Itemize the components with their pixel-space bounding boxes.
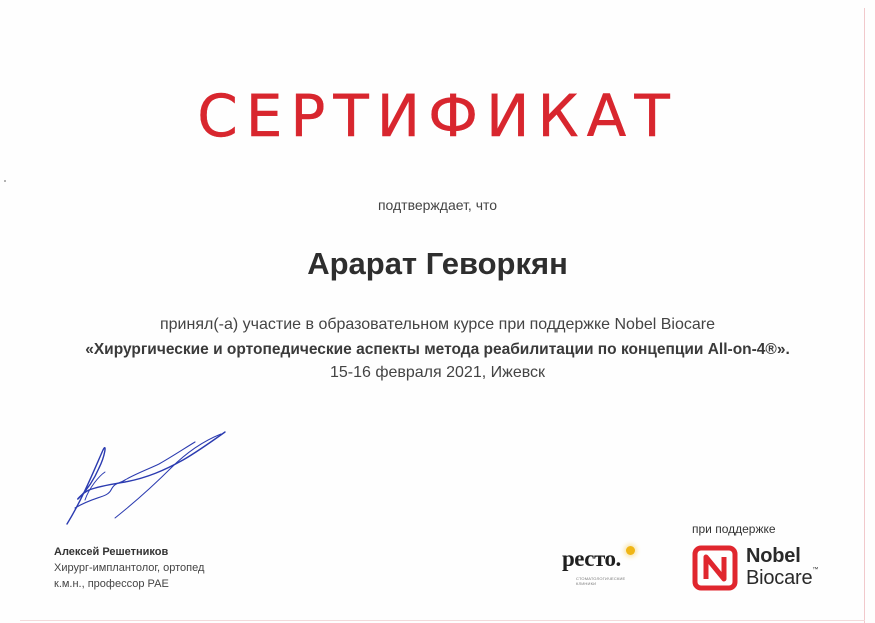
signer-degree: к.м.н., профессор РАЕ bbox=[54, 578, 169, 590]
nobel-wordmark-line2 bbox=[746, 567, 818, 590]
support-label: при поддержке bbox=[692, 522, 776, 536]
scan-speck bbox=[4, 180, 6, 182]
resto-sun-icon bbox=[626, 546, 635, 555]
nobel-wordmark-line1: Nobel bbox=[746, 545, 801, 567]
course-title: «Хирургические и ортопедические аспекты метода реабилитации по концепции All-on-4®». bbox=[85, 341, 790, 358]
page-edge-bottom bbox=[20, 620, 865, 621]
recipient-name: Арарат Геворкян bbox=[307, 246, 568, 281]
nobel-wordmark-biocare: Biocare bbox=[746, 567, 813, 589]
participation-text: принял(-а) участие в образовательном курсе при поддержке Nobel Biocare bbox=[159, 316, 715, 333]
resto-wordmark: ресто. bbox=[562, 546, 621, 571]
nobel-biocare-logo-icon bbox=[692, 545, 738, 591]
date-place: 15-16 февраля 2021, Ижевск bbox=[329, 364, 546, 381]
resto-logo bbox=[562, 546, 642, 590]
confirms-text: подтверждает, что bbox=[377, 197, 498, 213]
trademark-sign: ™ bbox=[812, 567, 819, 573]
certificate-title: СЕРТИФИКАТ bbox=[197, 82, 678, 150]
signature-image bbox=[55, 428, 235, 528]
resto-subtitle: СТОМАТОЛОГИЧЕСКИЕ КЛИНИКИ bbox=[576, 576, 626, 586]
signer-role: Хирург-имплантолог, ортопед bbox=[54, 562, 205, 574]
signer-name: Алексей Решетников bbox=[54, 546, 169, 558]
